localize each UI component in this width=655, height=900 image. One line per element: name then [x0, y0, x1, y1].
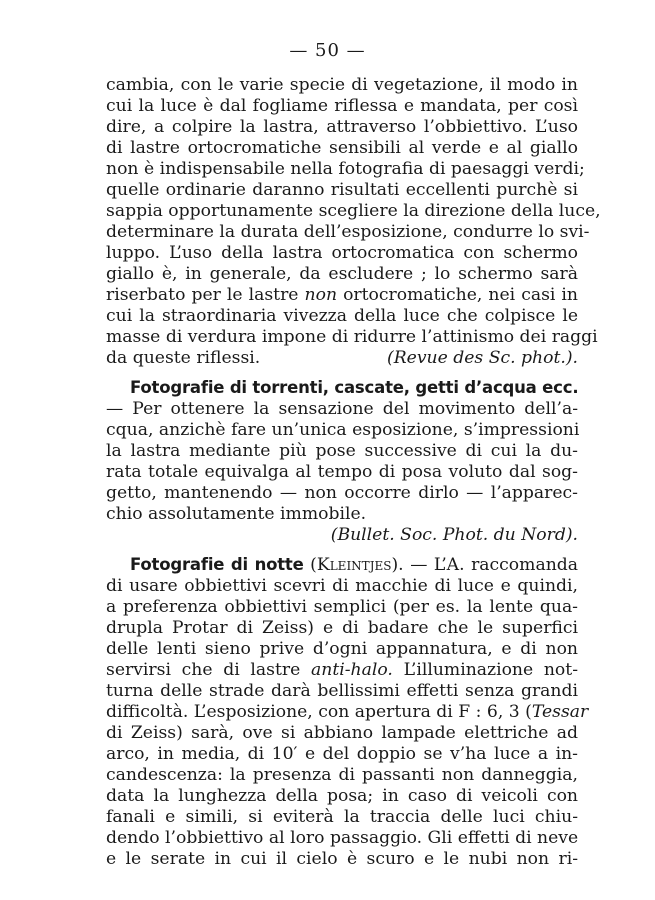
text-line: cui la luce è dal fogliame riflessa e mandata, per così	[106, 96, 578, 116]
text-line: di lastre ortocromatiche sensibili al verde e al giallo	[106, 138, 578, 158]
text-line: chio assolutamente immobile.	[106, 504, 367, 524]
text-line: non è indispensabile nella fotografia di paesaggi verdi;	[106, 159, 585, 179]
text-line: candescenza: la presenza di passanti non danneggia,	[106, 765, 578, 785]
text-line: giallo è, in generale, da escludere ; lo schermo sarà	[106, 264, 578, 284]
text-line: dire, a colpire la lastra, attraverso l’obbiettivo. L’uso	[106, 117, 578, 137]
text-line: sappia opportunamente scegliere la direzione della luce,	[106, 201, 601, 221]
text-span: difficoltà. L’esposizione, con apertura di F : 6, 3 (	[106, 702, 532, 722]
emphasis-text: non	[304, 285, 338, 305]
text-line: data la lunghezza della posa; in caso di veicoli con	[106, 786, 578, 806]
text-line: — Per ottenere la sensazione del movimento dell’a-	[106, 399, 578, 419]
text-line: cui la straordinaria vivezza della luce che colpisce le	[106, 306, 578, 326]
citation-text: (Bullet. Soc. Phot. du Nord).	[330, 525, 578, 545]
emphasis-text: Tessar	[531, 702, 589, 722]
citation	[300, 525, 578, 545]
text-line: determinare la durata dell’esposizione, condurre lo svi-	[106, 222, 590, 242]
text-line: arco, in media, di 10′ e del doppio se v’ha luce a in-	[106, 744, 578, 764]
text-line: getto, mantenendo — non occorre dirlo — l’apparec-	[106, 483, 578, 503]
text-line: di usare obbiettivi scevri di macchie di luce e quindi,	[106, 576, 578, 596]
text-span: — L’A. raccomanda	[410, 555, 579, 575]
text-line	[106, 702, 589, 722]
text-line: quelle ordinarie daranno risultati eccellenti purchè si	[106, 180, 578, 200]
text-span: ortocromatiche, nei casi in	[343, 285, 578, 305]
text-line: di Zeiss) sarà, ove si abbiano lampade elettriche ad	[106, 723, 578, 743]
text-line: cambia, con le varie specie di vegetazione, il modo in	[106, 75, 578, 95]
text-line: cqua, anzichè fare un’unica esposizione, s’impressioni	[106, 420, 580, 440]
citation	[360, 348, 578, 368]
section-heading: Fotografie di torrenti, cascate, getti d’acqua ecc.	[130, 378, 579, 397]
page-number: — 50 —	[289, 40, 366, 61]
author-name: (Kleintjes).	[310, 555, 404, 575]
text-line: a preferenza obbiettivi semplici (per es. la lente qua-	[106, 597, 578, 617]
text-line: dendo l’obbiettivo al loro passaggio. Gli effetti di neve	[106, 828, 579, 848]
text-line: la lastra mediante più pose successive di cui la du-	[106, 441, 578, 461]
emphasis-text: anti-halo.	[311, 660, 393, 680]
text-line: e le serate in cui il cielo è scuro e le nubi non ri-	[106, 849, 578, 869]
text-line: fanali e simili, si eviterà la traccia delle luci chiu-	[106, 807, 578, 827]
text-line	[106, 285, 578, 305]
text-span: servirsi che di lastre	[106, 660, 301, 680]
text-line: rata totale equivalga al tempo di posa voluto dal sog-	[106, 462, 578, 482]
text-line: da queste riflessi.	[106, 348, 261, 368]
text-line: drupla Protar di Zeiss) e di badare che le superfici	[106, 618, 578, 638]
section-heading: Fotografie di notte	[130, 555, 304, 574]
text-line: turna delle strade darà bellissimi effetti senza grandi	[106, 681, 578, 701]
text-line	[106, 660, 578, 680]
text-line	[130, 555, 578, 575]
text-span: riserbato per le lastre	[106, 285, 299, 305]
text-line: delle lenti sieno prive d’ogni appannatura, e di non	[106, 639, 578, 659]
citation-text: (Revue des Sc. phot.).	[387, 348, 578, 368]
text-line: luppo. L’uso della lastra ortocromatica con schermo	[106, 243, 578, 263]
text-span: L’illuminazione not-	[403, 660, 578, 680]
text-line: masse di verdura impone di ridurre l’attinismo dei raggi	[106, 327, 598, 347]
